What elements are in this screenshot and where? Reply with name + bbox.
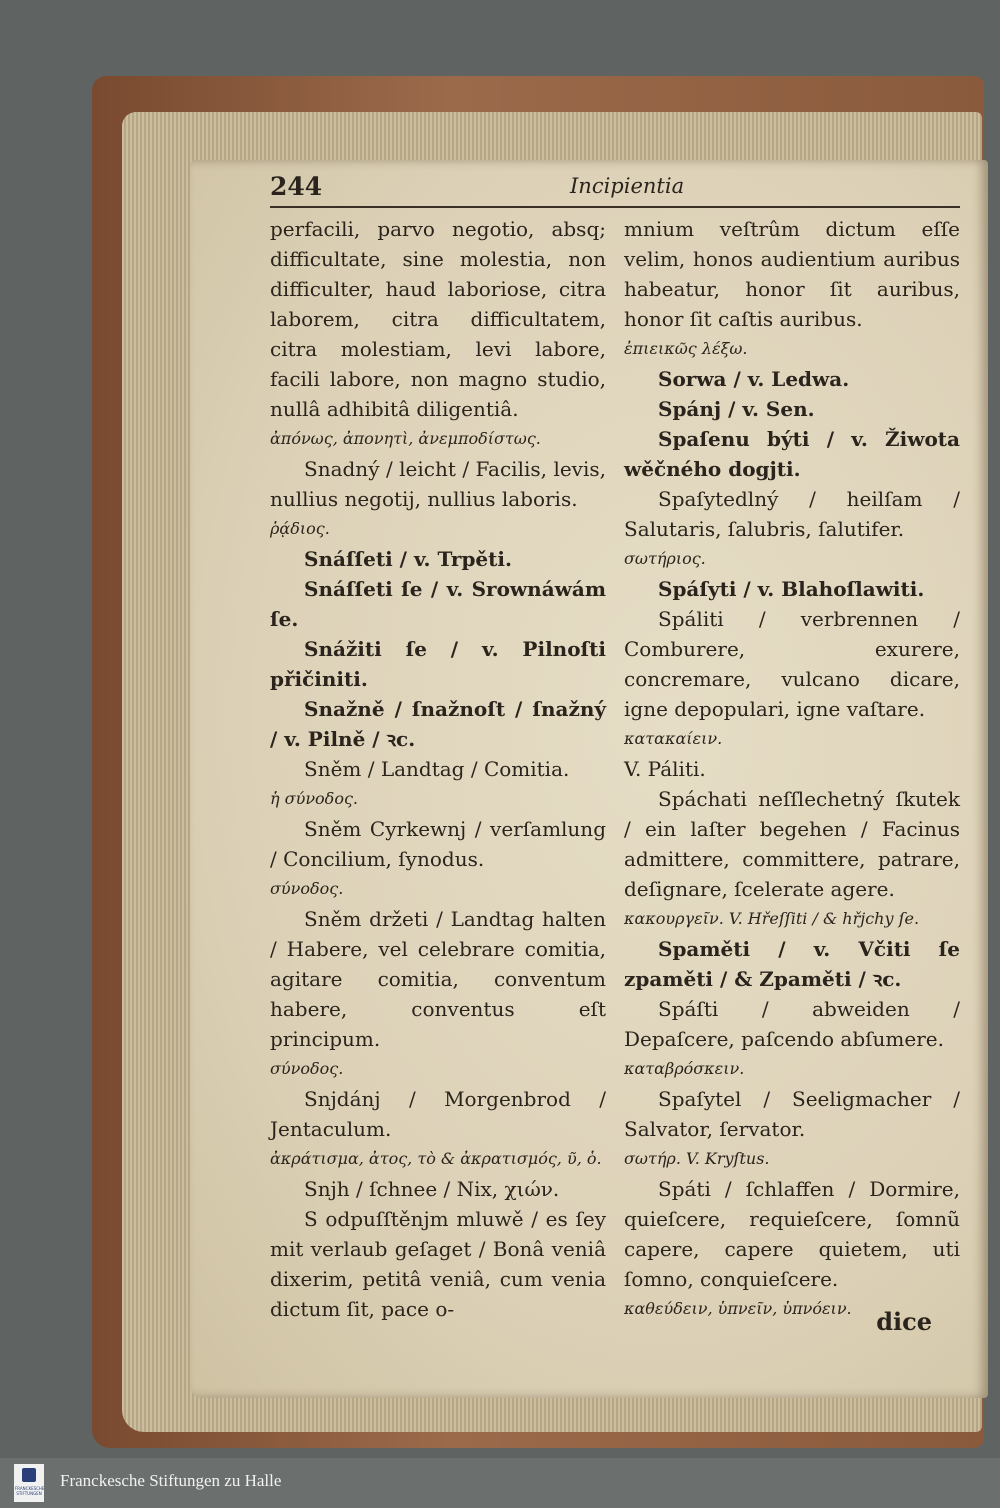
dictionary-entry: Sněm Cyrkewnj / verſamlung / Concilium, ſynodus. <box>270 817 606 871</box>
greek-gloss: ῥᾴδιος. <box>270 519 330 538</box>
greek-gloss: σύνοδος. <box>270 1059 344 1078</box>
greek-gloss: ἀπόνως, ἀπονητὶ, ἀνεμποδίστως. <box>270 429 541 448</box>
text-columns <box>270 214 960 1324</box>
right-column <box>624 214 960 1324</box>
dictionary-entry: Sorwa / v. Ledwa. <box>658 367 850 391</box>
greek-gloss: ἀκράτισμα, ἀτος, τὸ & ἀκρατισμός, ῦ, ὁ. <box>270 1149 602 1168</box>
greek-gloss: ἡ σύνοδος. <box>270 789 358 808</box>
dictionary-entry: Snadný / leicht / Facilis, levis, nullius negotij, nullius laboris. <box>270 457 606 511</box>
dictionary-entry: Snažně / ſnažnoſt / ſnažný / v. Pilně / ꝛc. <box>270 697 606 751</box>
dictionary-entry: Spáliti / verbrennen / Comburere, exurere, concremare, vulcano dicare, igne depopulari, igne vaſtare. <box>624 607 960 721</box>
text-block: mnium veſtrûm dictum eſſe velim, honos audientium auribus habeatur, honor ſit auribus, honor ſit caſtis auribus. <box>624 217 960 331</box>
dictionary-entry: Spáſti / abweiden / Depaſcere, paſcendo abſumere. <box>624 997 960 1051</box>
greek-gloss: καθεύδειν, ὑπνεῖν, ὑπνόειν. <box>624 1299 852 1318</box>
dictionary-entry: Spáſyti / v. Blahoſlawiti. <box>658 577 925 601</box>
dictionary-entry: Spánj / v. Sen. <box>658 397 815 421</box>
logo-mark <box>22 1468 36 1482</box>
dictionary-entry: Spaměti / v. Včiti ſe zpaměti / & Zpaměti / ꝛc. <box>624 937 960 991</box>
dictionary-entry: Snjdánj / Morgenbrod / Jentaculum. <box>270 1087 606 1141</box>
footer-bar <box>0 1458 1000 1508</box>
dictionary-entry: Snáſſeti ſe / v. Srownáwám ſe. <box>270 577 606 631</box>
book-page <box>190 160 988 1398</box>
cross-reference: V. Páliti. <box>624 757 706 781</box>
dictionary-entry: Spáti / ſchlaffen / Dormire, quieſcere, requieſcere, ſomnũ capere, capere quietem, uti ſomno, conquieſcere. <box>624 1177 960 1291</box>
greek-gloss: σύνοδος. <box>270 879 344 898</box>
page-content <box>270 172 960 1392</box>
dictionary-entry: Snáſſeti / v. Trpěti. <box>304 547 512 571</box>
institution-name: Franckesche Stiftungen zu Halle <box>60 1471 282 1490</box>
greek-gloss: σωτήρ. V. Kryſtus. <box>624 1149 770 1168</box>
dictionary-entry: Spaſenu býti / v. Žiwota wěčného dogjti. <box>624 427 960 481</box>
greek-gloss: κατακαίειν. <box>624 729 723 748</box>
greek-gloss: ἐπιεικῶς λέξω. <box>624 339 748 358</box>
dictionary-entry: S odpuſſtěnjm mluwě / es ſey mit verlaub geſaget / Bonâ veniâ dixerim, petitâ veniâ, cum venia dictum ſit, pace o- <box>270 1207 606 1321</box>
left-column <box>270 214 606 1324</box>
dictionary-entry: Sněm držeti / Landtag halten / Habere, vel celebrare comitia, agitare comitia, conventum habere, conventus eſt principum. <box>270 907 606 1051</box>
page-number: 244 <box>270 172 323 201</box>
dictionary-entry: Spaſytedlný / heilſam / Salutaris, ſalubris, ſalutifer. <box>624 487 960 541</box>
page-header <box>270 172 960 208</box>
greek-gloss: σωτήριος. <box>624 549 706 568</box>
dictionary-entry: Spaſytel / Seeligmacher / Salvator, ſervator. <box>624 1087 960 1141</box>
greek-gloss: κακουργεῖν. V. Hřeſſiti / & hřjchy ſe. <box>624 909 920 928</box>
dictionary-entry: Spáchati neſſlechetný ſkutek / ein laſter begehen / Facinus admittere, committere, patrare, deſignare, ſcelerate agere. <box>624 787 960 901</box>
running-head: Incipientia <box>570 174 685 198</box>
catchword: dice <box>876 1307 932 1336</box>
dictionary-entry: Snážiti ſe / v. Pilnoſti přičiniti. <box>270 637 606 691</box>
greek-gloss: καταβρόσκειν. <box>624 1059 745 1078</box>
logo-text: FRANCKESCHE STIFTUNGEN <box>15 1486 45 1496</box>
dictionary-entry: Sněm / Landtag / Comitia. <box>304 757 570 781</box>
institution-logo-icon <box>14 1464 44 1502</box>
text-block: perfacili, parvo negotio, absq; difficultate, sine molestia, non difficulter, haud laboriose, citra laborem, citra difficultatem, citra molestiam, levi labore, facili labore, non magno studio, nullâ adhibitâ diligentiâ. <box>270 217 606 421</box>
dictionary-entry: Snjh / ſchnee / Nix, χιών. <box>304 1177 560 1201</box>
